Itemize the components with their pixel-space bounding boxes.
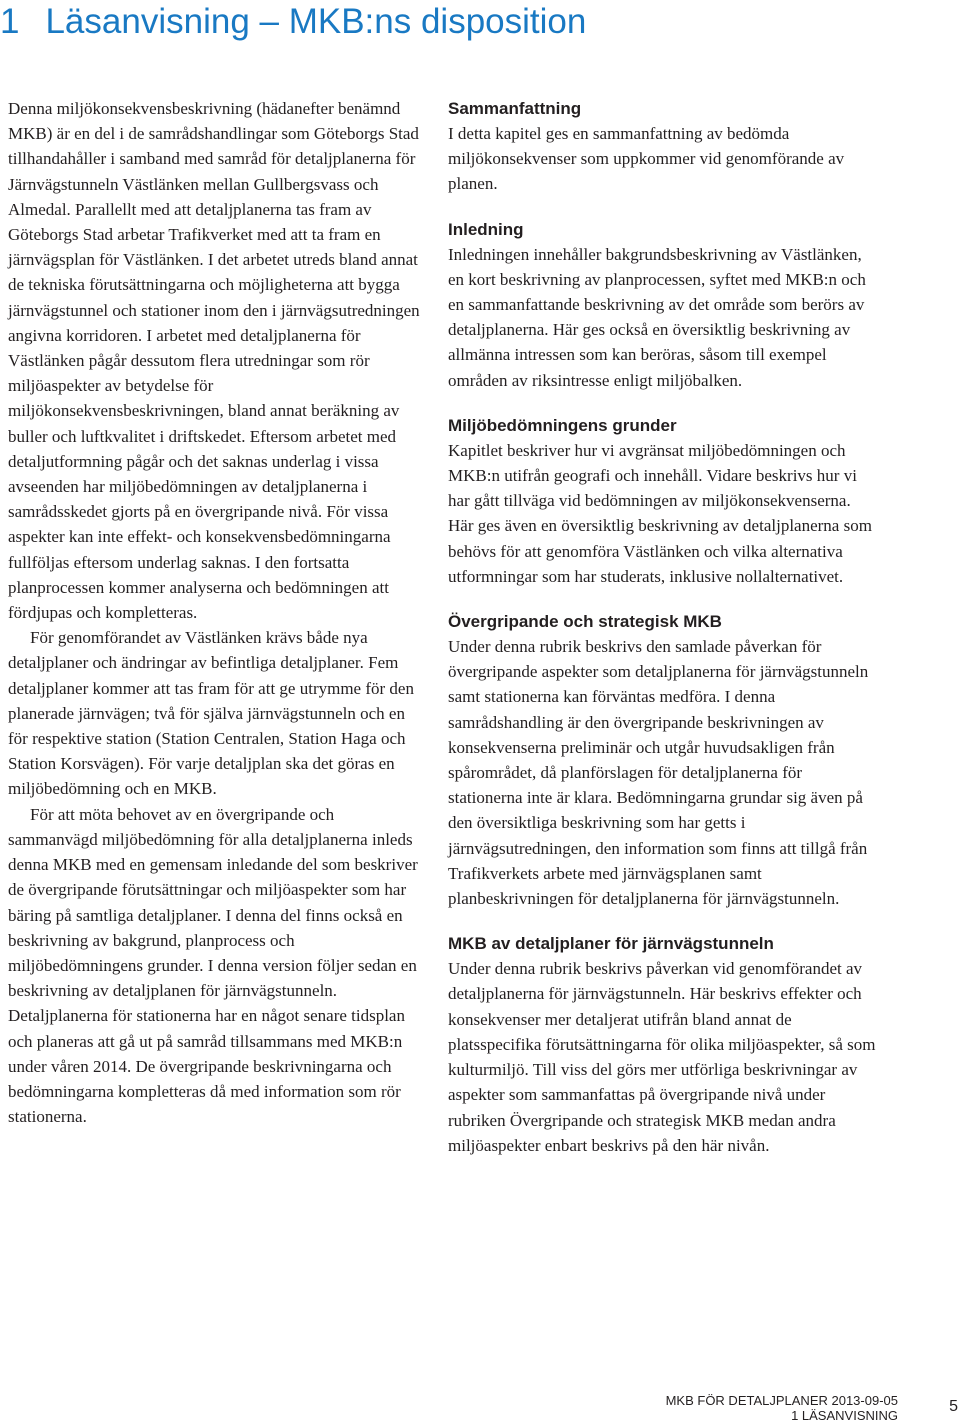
detailed-plans-paragraph: För genomförandet av Västlänken krävs både nya detaljplaner och ändringar av befintliga detaljplaner. Fem detaljplaner kommer att tas fram för att ge utrymme för den planerade järnvägen; två för själva järnvägstunneln och en för respektive station (Station Centralen, Station Haga och Station Korsvägen). För varje detaljplan ska det göras en miljöbedömning och en MKB. [8,628,414,799]
section-heading: Inledning [448,219,524,239]
section-miljobedomningens-grunder [448,413,880,589]
footer-document-line: MKB FÖR DETALJPLANER 2013-09-05 [665,1393,898,1408]
section-sammanfattning [448,96,880,197]
section-heading: MKB av detaljplaner för järnvägstunneln [448,934,774,954]
section-heading: Miljöbedömningens grunder [448,415,677,435]
page-footer [666,1393,898,1423]
section-text: Inledningen innehåller bakgrundsbeskrivning av Västlänken, en kort beskrivning av planprocessen, syftet med MKB:n och en sammanfattande beskrivning av det område som berörs av detaljplanerna. Här ges också en översiktlig beskrivning av allmänna intressen som kan beröras, såsom till exempel områden av riksintresse enligt miljöbalken. [448,244,866,390]
page-title [0,2,586,42]
section-overgripande-strategisk-mkb [448,609,880,911]
intro-paragraph: Denna miljökonsekvensbeskrivning (hädanefter benämnd MKB) är en del i de samrådshandlingar som Göteborgs Stad tillhandahåller i samband med samråd för detaljplanerna för Järnvägstunneln Västlänken mellan Gullbergsvass och Almedal. Parallellt med att detaljplanerna tas fram av Göteborgs Stad arbetar Trafikverket med att ta fram en järnvägsplan för Västlänken. I det arbetet utreds bland annat de tekniska förutsättningarna och möjligheterna att bygga järnvägstunnel och stationer inom den i järnvägsutredningen angivna korridoren. I arbetet med detaljplanerna för Västlänken pågår dessutom flera utredningar som rör miljöaspekter av betydelse för miljökonsekvensbeskrivningen, bland annat beräkning av buller och luftkvalitet i driftskedet. Eftersom arbetet med detaljutformning pågår och det saknas underlag i vissa avseenden har miljöbedömningen av detaljplanerna i samrådsskedet gjorts på en övergripande nivå. För vissa aspekter kan inte effekt- och konsekvensbedömningarna fullföljas eftersom underlag saknas. I den fortsatta planprocessen kommer analyserna och bedömningen att fördjupas och kompletteras. [8,99,420,623]
section-mkb-detaljplaner-jarnvagstunneln [448,931,880,1158]
section-text: I detta kapitel ges en sammanfattning av bedömda miljökonsekvenser som uppkommer vid genomförande av planen. [448,124,845,194]
section-text: Under denna rubrik beskrivs påverkan vid genomförandet av detaljplanerna för järnvägstunneln. Här beskrivs effekter och konsekvenser mer detaljerat utifrån bland annat de platsspecifika förutsättningarna för olika miljöaspekter, så som kulturmiljö. Till viss del görs mer utförliga beskrivningar av aspekter som sammanfattas på övergripande nivå under rubriken Övergripande och strategisk MKB medan andra miljöaspekter enbart beskrivs på den här nivån. [448,959,876,1155]
page-number: 5 [949,1398,958,1415]
chapter-number: 1 [0,2,20,41]
section-text: Under denna rubrik beskrivs den samlade påverkan för övergripande aspekter som detaljplanerna för järnvägstunneln samt stationerna kan förväntas medföra. I denna samrådshandling är den övergripande beskrivningen av konsekvenserna preliminär och utgår huvudsakligen från spårområdet, då planförslagen för detaljplanerna för stationerna inte är klara. Bedömningarna grundar sig även på den översiktliga beskrivning som har getts i järnvägsutredningen, den information som finns att tillgå från Trafikverkets arbete med järnvägsplanen samt planbeskrivningen för detaljplanerna för järnvägstunneln. [448,637,869,909]
section-inledning [448,217,880,393]
footer-chapter-line: 1 LÄSANVISNING [791,1408,898,1423]
section-heading: Sammanfattning [448,99,582,118]
right-column [448,96,880,1178]
section-heading: Övergripande och strategisk MKB [448,612,722,632]
left-column [8,96,423,1129]
chapter-title: Läsanvisning – MKB:ns disposition [45,2,587,41]
structure-paragraph: För att möta behovet av en övergripande och sammanvägd miljöbedömning för alla detaljplanerna inleds denna MKB med en gemensam inledande del som beskriver de övergripande förutsättningar och miljöaspekter som har bäring på samtliga detaljplaner. I denna del finns också en beskrivning av bakgrund, planprocess och miljöbedömningens grunder. I denna version följer sedan en beskrivning av detaljplanen för järnvägstunneln. Detaljplanerna för stationerna har en något senare tidsplan och planeras att gå ut på samråd tillsammans med MKB:n under våren 2014. De övergripande beskrivningarna och bedömningarna kompletteras då med information som rör stationerna. [8,804,418,1127]
section-text: Kapitlet beskriver hur vi avgränsat miljöbedömningen och MKB:n utifrån geografi och innehåll. Vidare beskrivs hur vi har gått tillväga vid bedömningen av miljökonsekvenserna. Här ges även en översiktlig beskrivning av detaljplanerna som behövs för att genomföra Västlänken och vilka alternativa utformningar som har studerats, inklusive nollalternativet. [448,440,872,586]
